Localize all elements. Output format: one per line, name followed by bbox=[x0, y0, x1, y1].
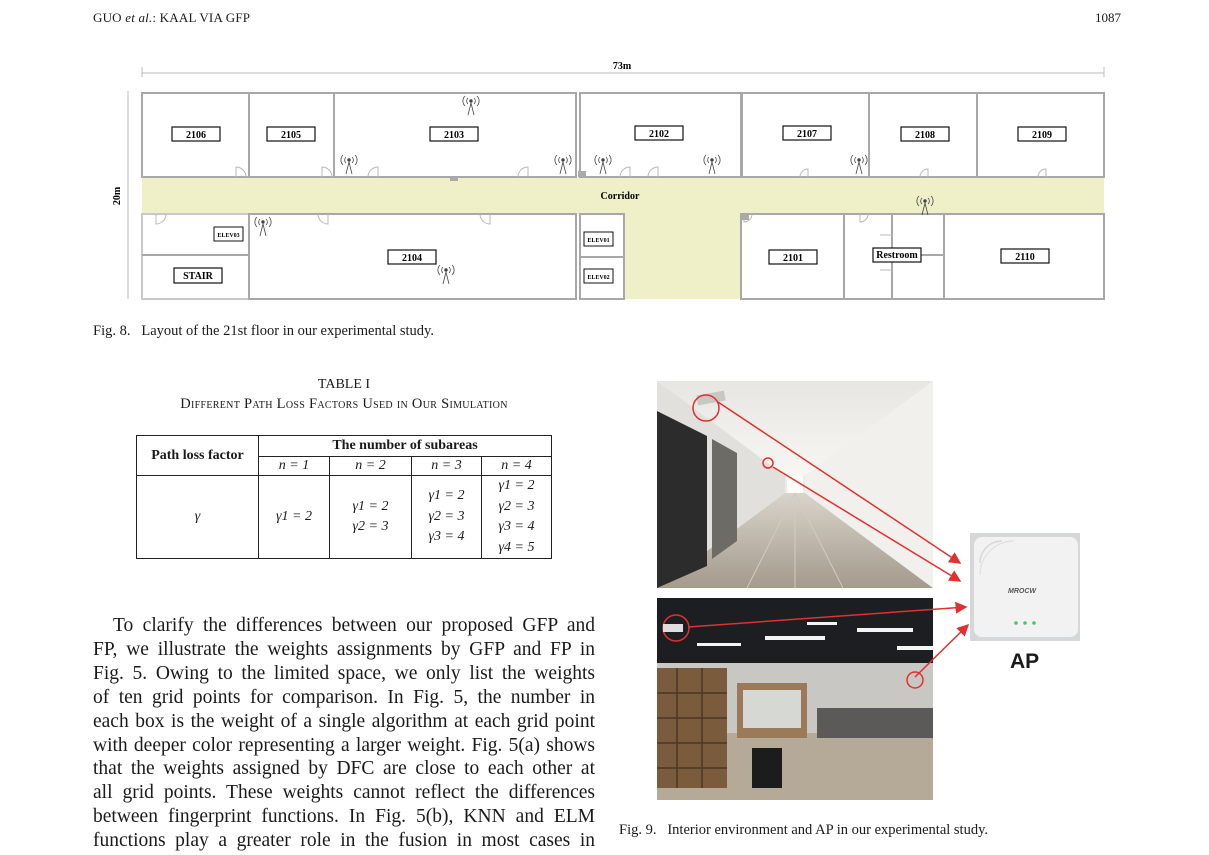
room-2101: 2101 bbox=[783, 253, 803, 264]
text-line: all grid points. These weights cannot reflect the differences bbox=[93, 782, 595, 804]
col-header: n = 1 bbox=[259, 457, 330, 476]
room-2105: 2105 bbox=[281, 130, 301, 141]
group-header: The number of subareas bbox=[259, 436, 552, 457]
elevator-02: ELEV02 bbox=[587, 275, 610, 281]
text-line: between fingerprint functions. In Fig. 5(b), KNN and ELM bbox=[93, 806, 595, 828]
antenna-icon bbox=[438, 265, 454, 284]
col-header: n = 3 bbox=[412, 457, 482, 476]
antenna-icon bbox=[255, 217, 271, 236]
text-line: each box is the weight of a single algorithm at each grid point bbox=[93, 710, 595, 732]
room-2102: 2102 bbox=[649, 129, 669, 140]
figure9-caption: Fig. 9. Interior environment and AP in our experimental study. bbox=[619, 822, 989, 838]
antenna-icon bbox=[595, 155, 611, 174]
running-head: GUO et al.: KAAL VIA GFP bbox=[93, 10, 251, 25]
page-number: 1087 bbox=[1095, 10, 1121, 25]
access-point-photo bbox=[970, 533, 1080, 641]
room-2110: 2110 bbox=[1015, 252, 1035, 263]
room-2109: 2109 bbox=[1032, 130, 1052, 141]
corridor-label: Corridor bbox=[600, 191, 640, 202]
room-restroom: Restroom bbox=[876, 250, 918, 261]
cell-n1: γ1 = 2 bbox=[259, 476, 330, 559]
col-header: n = 2 bbox=[330, 457, 412, 476]
table-number: TABLE I bbox=[317, 377, 371, 392]
text-line: functions play a greater role in the fusion in most cases in bbox=[93, 830, 595, 852]
stair-label: STAIR bbox=[183, 271, 213, 282]
cell-n2: γ1 = 2 γ2 = 3 bbox=[330, 476, 412, 559]
corridor-photo bbox=[657, 381, 933, 588]
cell-n4: γ1 = 2 γ2 = 3 γ3 = 4 γ4 = 5 bbox=[482, 476, 552, 559]
antenna-icon bbox=[851, 155, 867, 174]
office-photo bbox=[657, 598, 933, 800]
room-2103: 2103 bbox=[444, 130, 464, 141]
antenna-icon bbox=[704, 155, 720, 174]
antenna-icon bbox=[555, 155, 571, 174]
floor-plan-figure bbox=[100, 55, 1112, 307]
corridor-vertical bbox=[624, 214, 741, 299]
col-header: n = 4 bbox=[482, 457, 552, 476]
ap-brand: MROCW bbox=[1008, 588, 1036, 595]
text-line: of ten grid points for comparison. In Fig. 5, the number in bbox=[93, 686, 595, 708]
rooms-top bbox=[172, 126, 1066, 141]
room-2107: 2107 bbox=[797, 129, 817, 140]
text-line: To clarify the differences between our proposed GFP and bbox=[113, 615, 595, 636]
width-label: 73m bbox=[612, 61, 632, 72]
ap-label: AP bbox=[1010, 650, 1040, 673]
antenna-icon bbox=[463, 96, 479, 115]
elevator-03: ELEV03 bbox=[217, 233, 240, 239]
room-2108: 2108 bbox=[915, 130, 935, 141]
cell-n3: γ1 = 2 γ2 = 3 γ3 = 4 bbox=[412, 476, 482, 559]
text-line: that the weights assigned by DFC are close to each other at bbox=[93, 758, 595, 780]
table-title: Different Path Loss Factors Used in Our Simulation bbox=[180, 396, 508, 412]
text-line: Fig. 5. Owing to the limited space, we only list the weights bbox=[93, 662, 595, 684]
height-label: 20m bbox=[112, 186, 123, 206]
room-2106: 2106 bbox=[186, 130, 206, 141]
row-symbol: γ bbox=[137, 476, 259, 559]
body-paragraph bbox=[93, 614, 595, 853]
row-header: Path loss factor bbox=[137, 436, 259, 476]
path-loss-table bbox=[136, 435, 552, 559]
text-line: FP, we illustrate the weights assignments by GFP and FP in bbox=[93, 638, 595, 660]
figure8-caption: Fig. 8. Layout of the 21st floor in our experimental study. bbox=[93, 323, 434, 339]
elevator-01: ELEV01 bbox=[587, 238, 610, 244]
text-line: with deeper color representing a larger weight. Fig. 5(a) shows bbox=[93, 734, 595, 756]
room-2104: 2104 bbox=[402, 253, 422, 264]
antenna-icon bbox=[341, 155, 357, 174]
